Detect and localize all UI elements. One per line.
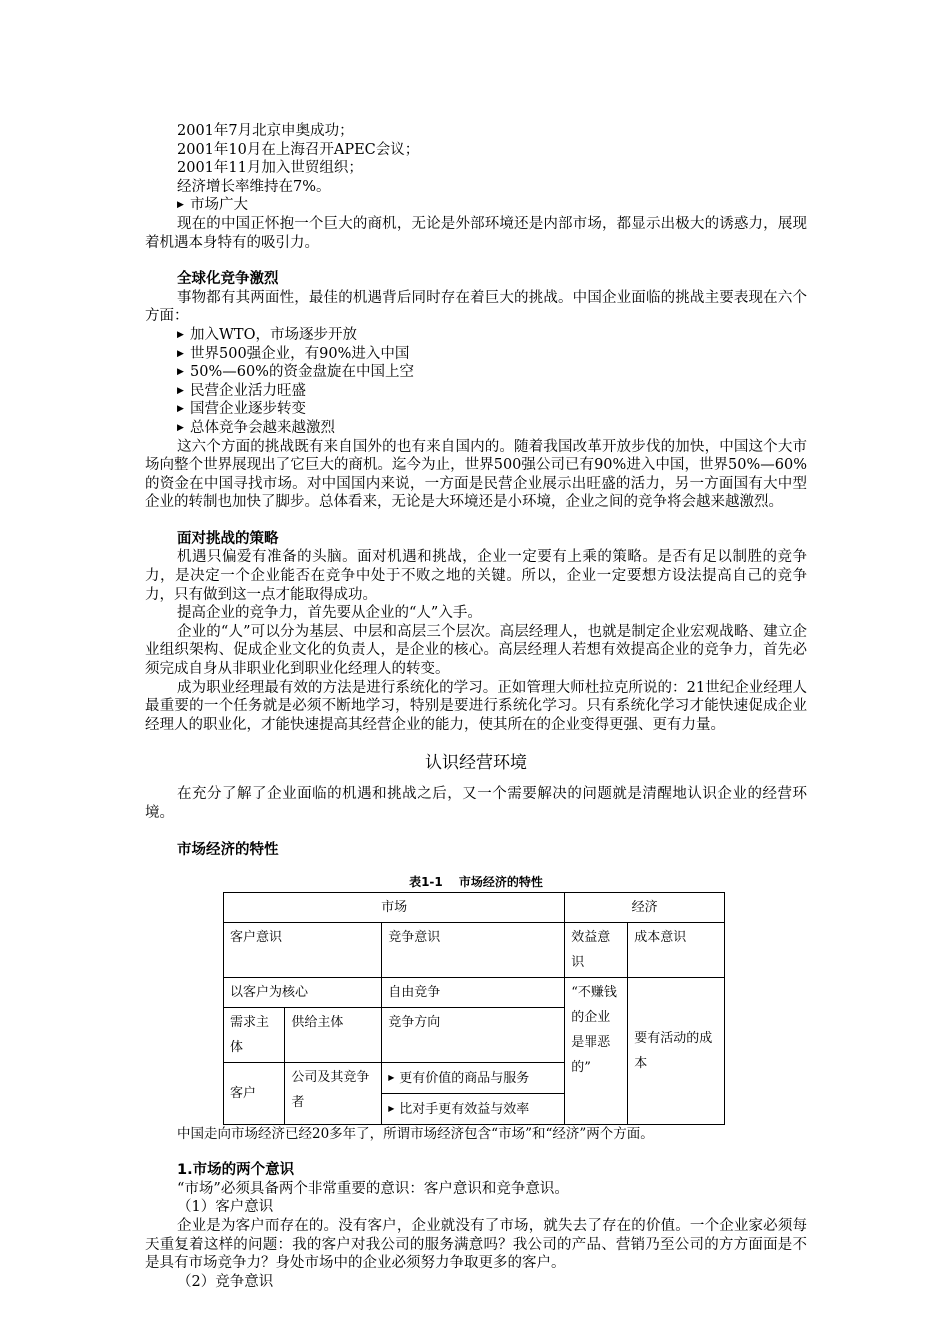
table-cell: 要有活动的成本 [628, 978, 725, 1125]
table-cell: 竞争方向 [382, 1008, 565, 1063]
table-cell: 以客户为核心 [224, 978, 382, 1008]
challenge-bullet: ▶ 国营企业逐步转变 [145, 400, 807, 419]
table-cell: 需求主体 [224, 1008, 285, 1063]
market-paragraph: 现在的中国正怀抱一个巨大的商机，无论是外部环境还是内部市场，都显示出极大的诱惑力，展现着机遇本身特有的吸引力。 [145, 215, 807, 251]
market-bullet: ▶ 市场广大 [145, 196, 807, 215]
section-heading-competition: 全球化竞争激烈 [177, 271, 279, 288]
challenge-bullet: ▶ 总体竞争会越来越激烈 [145, 419, 807, 438]
table-cell: ▶ 比对手更有效益与效率 [382, 1094, 565, 1125]
challenge-bullet: ▶ 50%—60%的资金盘旋在中国上空 [145, 363, 807, 382]
paragraph: 事物都有其两面性，最佳的机遇背后同时存在着巨大的挑战。中国企业面临的挑战主要表现在六个方面： [145, 289, 807, 325]
section-heading-market-economy: 市场经济的特性 [177, 841, 279, 858]
market-economy-table [223, 892, 725, 1125]
paragraph: 提高企业的竞争力，首先要从企业的“人”入手。 [177, 605, 482, 622]
table-cell: 客户 [224, 1063, 285, 1125]
table-header-market: 市场 [224, 893, 565, 923]
table-cell: 竞争意识 [382, 923, 565, 978]
table-header-economy: 经济 [565, 893, 725, 923]
intro-line: 经济增长率维持在7%。 [177, 178, 331, 195]
table-note: 中国走向市场经济已经20多年了，所谓市场经济包含“市场”和“经济”两个方面。 [177, 1126, 654, 1143]
paragraph: 企业是为客户而存在的。没有客户，企业就没有了市场，就失去了存在的价值。一个企业家必须每天重复着这样的问题：我的客户对我公司的服务满意吗？我公司的产品、营销乃至公司的方方面面是不是具有市场竞争力？身处市场中的企业必须努力争取更多的客户。 [145, 1217, 807, 1272]
challenge-bullet: ▶ 民营企业活力旺盛 [145, 382, 807, 401]
section-heading-strategy: 面对挑战的策略 [177, 530, 279, 547]
sub-heading: （1）客户意识 [177, 1199, 274, 1216]
table-cell: 公司及其竞争者 [285, 1063, 382, 1125]
table-cell: “不赚钱的企业是罪恶的” [565, 978, 628, 1125]
table-cell: 成本意识 [628, 923, 725, 978]
document-page [145, 122, 807, 1291]
table-cell: ▶ 更有价值的商品与服务 [382, 1063, 565, 1094]
paragraph: “市场”必须具备两个非常重要的意识：客户意识和竞争意识。 [177, 1180, 569, 1197]
sub-heading: （2）竞争意识 [177, 1273, 274, 1290]
intro-line: 2001年10月在上海召开APEC会议； [177, 141, 420, 158]
chapter-title: 认识经营环境 [425, 753, 527, 774]
section-heading-two-awareness: 1.市场的两个意识 [177, 1162, 295, 1179]
challenge-bullet: ▶ 加入WTO，市场逐步开放 [145, 326, 807, 345]
paragraph: 企业的“人”可以分为基层、中层和高层三个层次。高层经理人，也就是制定企业宏观战略、建立企业组织架构、促成企业文化的负责人，是企业的核心。高层经理人若想有效提高企业的竞争力，首先必须完成自身从非职业化到职业化经理人的转变。 [145, 623, 807, 678]
table-cell: 效益意识 [565, 923, 628, 978]
paragraph: 机遇只偏爱有准备的头脑。面对机遇和挑战，企业一定要有上乘的策略。是否有足以制胜的竞争力，是决定一个企业能否在竞争中处于不败之地的关键。所以，企业一定要想方设法提高自己的竞争力，只有做到这一点才能取得成功。 [145, 549, 807, 603]
intro-line: 2001年11月加入世贸组织； [177, 160, 363, 177]
table-cell: 供给主体 [285, 1008, 382, 1063]
table-cell: 客户意识 [224, 923, 382, 978]
intro-line: 2001年7月北京申奥成功； [177, 123, 354, 139]
table-cell: 自由竞争 [382, 978, 565, 1008]
paragraph: 在充分了解了企业面临的机遇和挑战之后，又一个需要解决的问题就是清醒地认识企业的经营环境。 [145, 786, 807, 821]
table-caption: 表1-1 市场经济的特性 [409, 875, 543, 890]
paragraph: 这六个方面的挑战既有来自国外的也有来自国内的。随着我国改革开放步伐的加快，中国这个大市场向整个世界展现出了它巨大的商机。迄今为止，世界500强公司已有90%进入中国，世界50%—60%的资金在中国寻找市场。对中国国内来说，一方面是民营企业展示出旺盛的活力，另一方面国有大中型企业的转制也加快了脚步。总体看来，无论是大环境还是小环境，企业之间的竞争将会越来越激烈。 [145, 438, 807, 511]
paragraph: 成为职业经理最有效的方法是进行系统化的学习。正如管理大师杜拉克所说的：21世纪企业经理人最重要的一个任务就是必须不断地学习，特别是要进行系统化学习。只有系统化学习才能快速促成企业经理人的职业化，才能快速提高其经营企业的能力，使其所在的企业变得更强、更有力量。 [145, 679, 807, 733]
challenge-bullet: ▶ 世界500强企业，有90%进入中国 [145, 345, 807, 364]
